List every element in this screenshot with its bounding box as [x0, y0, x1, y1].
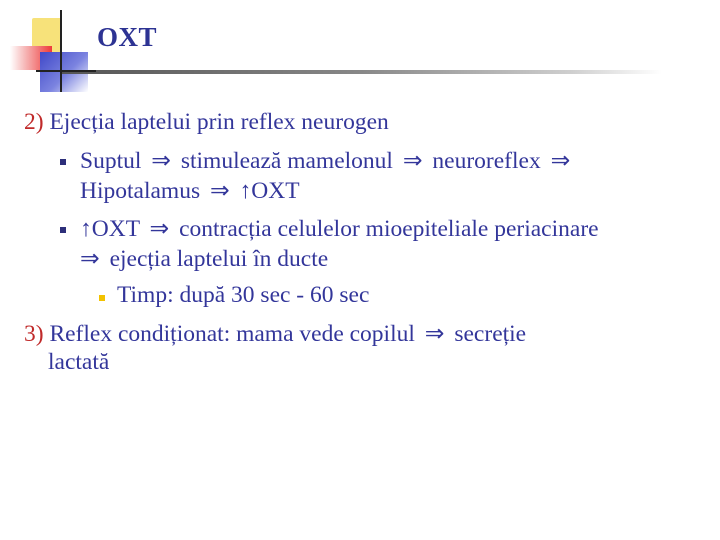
item-3-line-1 [24, 319, 526, 348]
slide-title: OXT [97, 22, 158, 52]
bullet-2-line-2 [80, 244, 328, 273]
bullet-1-text-b: stimulează mamelonul [180, 148, 393, 174]
bullet-2-line-1 [80, 214, 599, 243]
bullet-1-line-1 [80, 146, 574, 175]
item-3-text-c: lactată [48, 349, 110, 375]
decorative-horizontal-line [36, 70, 96, 72]
bullet-square-icon [60, 227, 66, 233]
item-3-number: 3) [24, 321, 44, 347]
implies-arrow-icon: ⇒ [80, 246, 100, 272]
title-underline-rule [62, 70, 662, 74]
item-3-text-b: secreție [454, 321, 527, 347]
sub-bullet-text: Timp: după 30 sec - 60 sec [117, 282, 370, 308]
sub-bullet-line [117, 282, 369, 309]
bullet-2-text-a: OXT [91, 216, 140, 242]
item-3-line-2 [48, 349, 109, 376]
up-arrow-icon: ↑ [80, 216, 92, 242]
implies-arrow-icon: ⇒ [402, 148, 423, 174]
item-3-text-a: Reflex condiționat: mama vede copilul [49, 321, 415, 347]
bullet-1-line-2 [80, 176, 300, 205]
implies-arrow-icon: ⇒ [149, 216, 170, 242]
implies-arrow-icon: ⇒ [424, 321, 445, 347]
implies-arrow-icon: ⇒ [209, 178, 230, 204]
up-arrow-icon: ↑ [239, 178, 252, 204]
implies-arrow-icon: ⇒ [550, 148, 571, 174]
bullet-1-text-e: OXT [251, 178, 300, 204]
bullet-2-text-c: ejecția laptelui în ducte [109, 246, 329, 272]
bullet-1-text-a: Suptul [80, 148, 142, 174]
implies-arrow-icon: ⇒ [151, 148, 171, 174]
bullet-1-text-d: Hipotalamus [80, 178, 201, 204]
item-2-line [24, 109, 389, 136]
item-2-number: 2) [24, 109, 44, 135]
item-2-text: Ejecția laptelui prin reflex neurogen [49, 109, 389, 135]
decorative-vertical-line [60, 10, 62, 92]
bullet-square-icon [60, 159, 66, 165]
sub-bullet-square-icon [99, 295, 105, 301]
bullet-2-text-b: contracția celulelor mioepiteliale periacinare [179, 216, 599, 242]
bullet-1-text-c: neuroreflex [432, 148, 541, 174]
